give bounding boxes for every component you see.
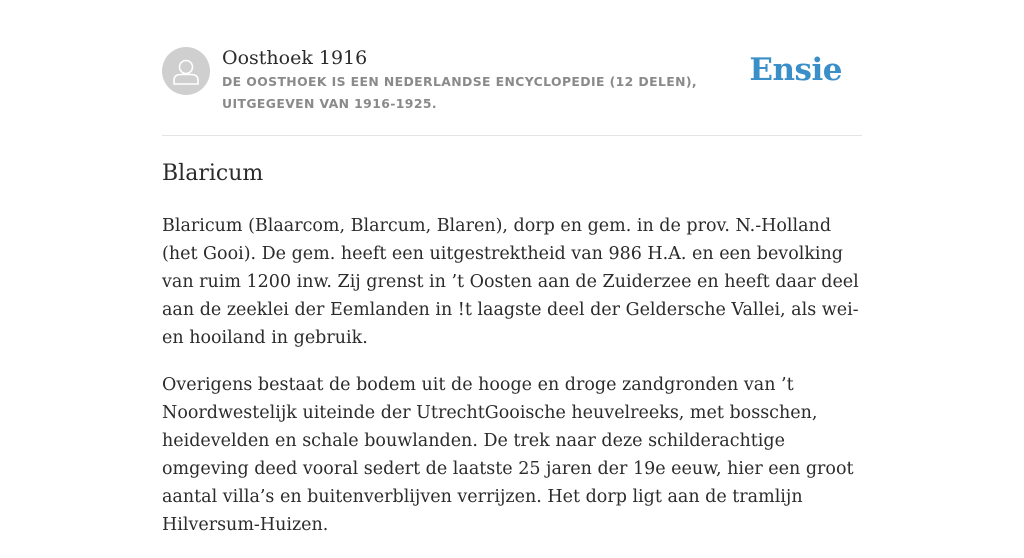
source-description: DE OOSTHOEK IS EEN NEDERLANDSE ENCYCLOPEDIE (12 DELEN), UITGEGEVEN VAN 1916-1925.: [222, 74, 698, 111]
article-paragraph: Overigens bestaat de bodem uit de hooge en droge zandgronden van ’t Noordwestelijk uiteinde der UtrechtGooische heuvelreeks, met bosschen, heidevelden en schale bouwlanden. De trek naar deze schilderachtige omgeving deed vooral sedert de laatste 25 jaren der 19e eeuw, hier een groot aantal villa’s en buitenverblijven verrijzen. Het dorp ligt aan de tramlijn Hilversum-Huizen.: [162, 375, 854, 535]
avatar[interactable]: [162, 47, 210, 95]
source-title[interactable]: Oosthoek 1916: [222, 47, 368, 69]
article-paragraph: Blaricum (Blaarcom, Blarcum, Blaren), dorp en gem. in de prov. N.-Holland (het Gooi). De gem. heeft een uitgestrektheid van 986 H.A. en een bevolking van ruim 1200 inw. Zij grenst in ’t Oosten aan de Zuiderzee en heeft daar deel aan de zeeklei der Eemlanden in !t laagste deel der Geldersche Vallei, als wei- en hooiland in gebruik.: [162, 216, 859, 348]
source-header: [162, 40, 862, 135]
article-body: [162, 212, 862, 558]
divider: [162, 135, 862, 136]
article-title: Blaricum: [162, 161, 264, 186]
ensie-logo[interactable]: Ensie: [749, 52, 842, 88]
user-icon: [162, 47, 210, 95]
